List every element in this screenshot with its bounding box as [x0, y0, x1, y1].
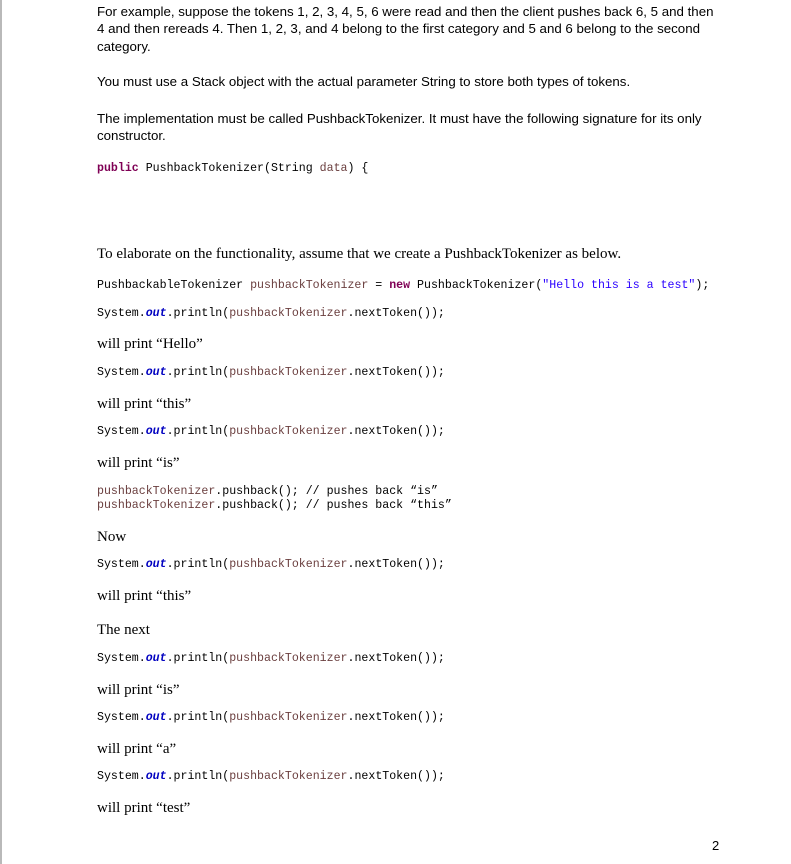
pushback-code: [97, 499, 452, 513]
code-println: .println(: [166, 558, 230, 571]
println-code: [97, 307, 445, 321]
code-pushback: .pushback(); // pushes back: [215, 499, 411, 512]
example-paragraph-line2: 4 and then rereads 4. Then 1, 2, 3, and 4 belong to the first category and 5 and 6 belong to the second: [97, 21, 700, 36]
implementation-paragraph-line2: constructor.: [97, 128, 166, 143]
code-system: System.: [97, 366, 146, 379]
page-number: 2: [712, 838, 720, 853]
code-comment: “is”: [410, 485, 438, 498]
code-out: out: [145, 366, 167, 379]
code-var: pushbackTokenizer: [229, 425, 348, 438]
code-out: out: [145, 652, 167, 665]
result-text: will print “this”: [97, 396, 192, 412]
constructor-name: PushbackTokenizer(String: [138, 162, 320, 175]
decl-end: );: [695, 279, 710, 292]
pushback-code: [97, 485, 438, 499]
result-text: will print “this”: [97, 588, 192, 604]
code-var: pushbackTokenizer: [229, 652, 348, 665]
code-system: System.: [97, 711, 146, 724]
decl-string: "Hello this is a test": [542, 279, 696, 292]
keyword-public: public: [97, 162, 139, 175]
code-next: .nextToken());: [347, 307, 445, 320]
println-code: [97, 770, 445, 784]
code-next: .nextToken());: [347, 770, 445, 783]
code-var: pushbackTokenizer: [97, 485, 216, 498]
elaborate-paragraph: To elaborate on the functionality, assume that we create a PushbackTokenizer as below.: [97, 246, 622, 262]
println-code: [97, 711, 445, 725]
code-system: System.: [97, 770, 146, 783]
result-text: will print “is”: [97, 455, 180, 471]
code-println: .println(: [166, 425, 230, 438]
code-next: .nextToken());: [347, 366, 445, 379]
code-var: pushbackTokenizer: [97, 499, 216, 512]
code-next: .nextToken());: [347, 558, 445, 571]
println-code: [97, 652, 445, 666]
page-border: [0, 0, 2, 864]
code-next: .nextToken());: [347, 711, 445, 724]
code-println: .println(: [166, 770, 230, 783]
decl-call: PushbackTokenizer(: [410, 279, 543, 292]
code-next: .nextToken());: [347, 425, 445, 438]
code-var: pushbackTokenizer: [229, 558, 348, 571]
code-var: pushbackTokenizer: [229, 366, 348, 379]
example-paragraph-line1: For example, suppose the tokens 1, 2, 3, 4, 5, 6 were read and then the client pushes back 6, 5 and then: [97, 4, 714, 19]
code-system: System.: [97, 652, 146, 665]
result-text: will print “is”: [97, 682, 180, 698]
constructor-brace: ) {: [347, 162, 369, 175]
constructor-signature: [97, 162, 368, 176]
example-paragraph-line3: category.: [97, 39, 151, 54]
println-code: [97, 558, 445, 572]
code-system: System.: [97, 425, 146, 438]
now-label: Now: [97, 529, 127, 545]
code-var: pushbackTokenizer: [229, 711, 348, 724]
code-comment: “this”: [410, 499, 452, 512]
the-next-label: The next: [97, 622, 150, 638]
stack-paragraph: You must use a Stack object with the actual parameter String to store both types of tokens.: [97, 74, 631, 89]
code-out: out: [145, 307, 167, 320]
code-var: pushbackTokenizer: [229, 307, 348, 320]
result-text: will print “a”: [97, 741, 177, 757]
decl-var: pushbackTokenizer: [250, 279, 369, 292]
decl-type: PushbackableTokenizer: [97, 279, 251, 292]
code-println: .println(: [166, 652, 230, 665]
println-code: [97, 366, 445, 380]
code-println: .println(: [166, 307, 230, 320]
code-pushback: .pushback(); // pushes back: [215, 485, 411, 498]
code-out: out: [145, 558, 167, 571]
println-code: [97, 425, 445, 439]
code-out: out: [145, 711, 167, 724]
implementation-paragraph-line1: The implementation must be called PushbackTokenizer. It must have the following signature for its only: [97, 111, 702, 126]
code-println: .println(: [166, 711, 230, 724]
constructor-param: data: [319, 162, 348, 175]
code-println: .println(: [166, 366, 230, 379]
code-out: out: [145, 770, 167, 783]
result-text: will print “test”: [97, 800, 191, 816]
decl-eq: =: [368, 279, 390, 292]
code-var: pushbackTokenizer: [229, 770, 348, 783]
keyword-new: new: [389, 279, 411, 292]
code-out: out: [145, 425, 167, 438]
code-system: System.: [97, 307, 146, 320]
result-text: will print “Hello”: [97, 336, 203, 352]
declaration-code: [97, 279, 709, 293]
code-system: System.: [97, 558, 146, 571]
code-next: .nextToken());: [347, 652, 445, 665]
